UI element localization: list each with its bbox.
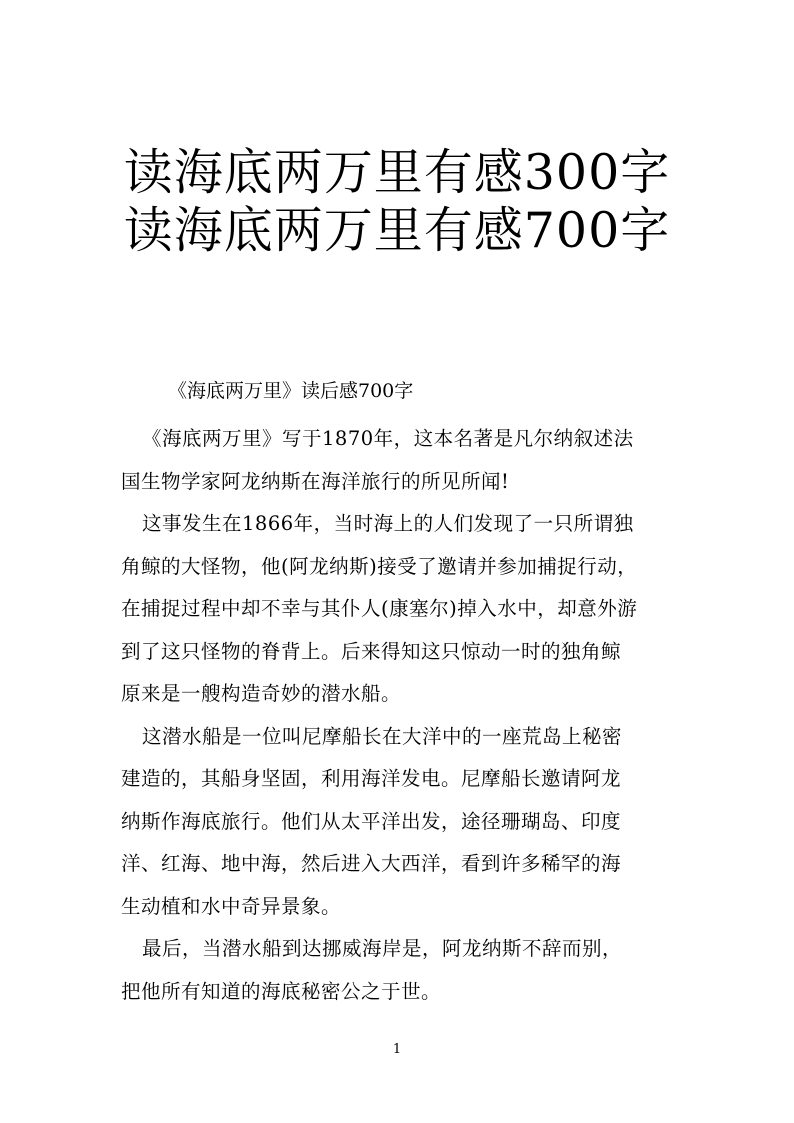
text-line: 这潜水船是一位叫尼摩船长在大洋中的一座荒岛上秘密 — [142, 724, 623, 748]
text-line: 《海底两万里》写于1870年，这本名著是凡尔纳叙述法 — [142, 427, 634, 450]
text-line: 最后，当潜水船到达挪威海岸是，阿龙纳斯不辞而别， — [142, 937, 623, 960]
paragraph-2 — [121, 503, 673, 716]
paragraph-3 — [121, 716, 673, 929]
text-line: 洋、红海、地中海，然后进入大西洋，看到许多稀罕的海 — [121, 852, 622, 875]
text-line: 生动植和水中奇异景象。 — [121, 894, 342, 918]
text-line: 角鲸的大怪物，他(阿龙纳斯)接受了邀请并参加捕捉行动， — [121, 554, 638, 578]
title-line-2: 读海底两万里有感700字 — [123, 202, 671, 259]
essay-heading: 《海底两万里》读后感700字 — [168, 380, 414, 402]
paragraph-1 — [121, 418, 673, 503]
page-number: 1 — [392, 1042, 402, 1057]
document-body — [121, 418, 673, 1013]
title-line-1: 读海底两万里有感300字 — [123, 144, 671, 201]
text-line: 纳斯作海底旅行。他们从太平洋出发，途径珊瑚岛、印度 — [121, 809, 622, 833]
text-line: 国生物学家阿龙纳斯在海洋旅行的所见所闻! — [121, 469, 510, 493]
document-title — [0, 144, 794, 260]
text-line: 把他所有知道的海底秘密公之于世。 — [121, 979, 442, 1003]
text-line: 这事发生在1866年，当时海上的人们发现了一只所谓独 — [142, 512, 634, 535]
text-line: 原来是一艘构造奇妙的潜水船。 — [121, 682, 402, 705]
paragraph-4 — [121, 928, 673, 1013]
text-line: 到了这只怪物的脊背上。后来得知这只惊动一时的独角鲸 — [121, 639, 622, 663]
text-line: 在捕捉过程中却不幸与其仆人(康塞尔)掉入水中，却意外游 — [121, 597, 638, 620]
text-line: 建造的，其船身坚固，利用海洋发电。尼摩船长邀请阿龙 — [121, 767, 622, 790]
